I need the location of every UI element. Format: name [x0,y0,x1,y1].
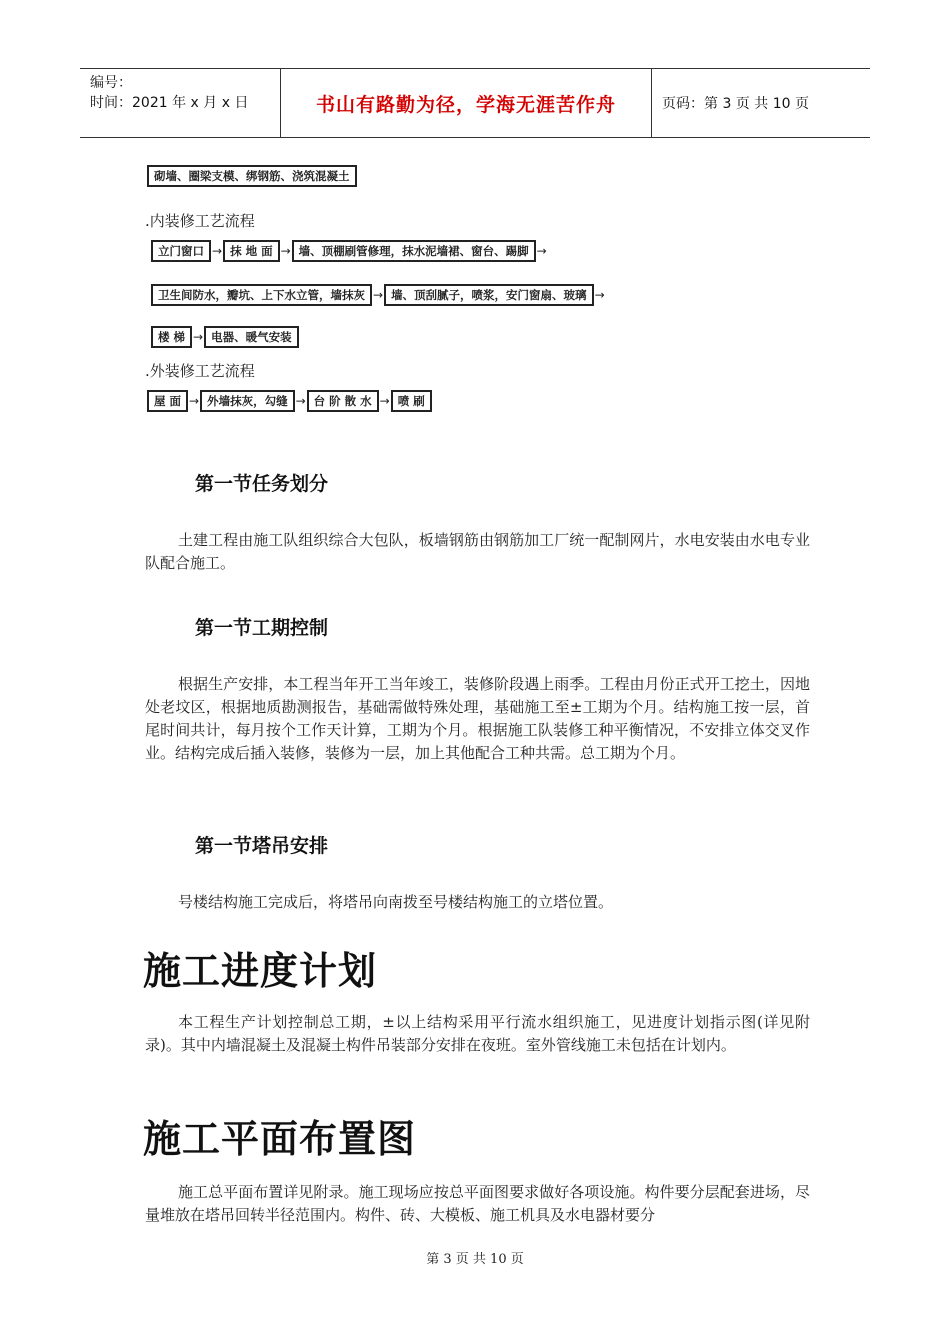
page-header [80,68,870,138]
chapter-paragraph: 施工总平面布置详见附录。施工现场应按总平面图要求做好各项设施。构件要分层配套进场，尽量堆放在塔吊回转半径范围内。构件、砖、大模板、施工机具及水电器材要分 [145,1183,810,1224]
interior-flow-row1 [151,240,548,262]
section-title: 第一节任务划分 [195,473,329,495]
flow-box: 喷 刷 [391,390,432,412]
flow-box: 墙、顶棚刷管修理，抹水泥墙裙、窗台、踢脚 [292,240,536,262]
section-paragraph: 号楼结构施工完成后，将塔吊向南拨至号楼结构施工的立塔位置。 [178,893,614,911]
interior-flow-row3 [151,326,299,348]
arrow-icon: → [379,394,390,408]
section-paragraph: 土建工程由施工队组织综合大包队，板墙钢筋由钢筋加工厂统一配制网片，水电安装由水电专业队配合施工。 [145,531,810,572]
flow-box: 外墙抹灰，勾缝 [200,390,295,412]
exterior-flow-row [147,390,432,412]
number-label: 编号： [90,75,132,91]
section-title: 第一节塔吊安排 [195,835,329,857]
flow-box: 墙、顶刮腻子，喷浆，安门窗扇、玻璃 [384,284,594,306]
header-motto-cell [280,69,652,137]
section-title: 第一节工期控制 [195,617,329,639]
arrow-icon: → [193,330,204,344]
flow-box: 砌墙、圈梁支模、绑钢筋、浇筑混凝土 [147,165,357,187]
motto: 书山有路勤为径，学海无涯苦作舟 [315,93,616,116]
arrow-icon: → [594,288,605,302]
arrow-icon: → [373,288,384,302]
flow-box: 卫生间防水，瓣坑、上下水立管，墙抹灰 [151,284,372,306]
arrow-icon: → [295,394,306,408]
section-paragraph: 根据生产安排，本工程当年开工当年竣工，装修阶段遇上雨季。工程由月份正式开工挖土，因地处老坟区，根据地质勘测报告，基础需做特殊处理，基础施工至±工期为个月。结构施工按一层，首尾时间共计，每月按个工作天计算，工期为个月。根据施工队装修工种平衡情况，不安排立体交叉作业。结构完成后插入装修，装修为一层，加上其他配合工种共需。总工期为个月。 [145,675,810,762]
chapter-paragraph: 本工程生产计划控制总工期，±以上结构采用平行流水组织施工，见进度计划指示图(详见附录)。其中内墙混凝土及混凝土构件吊装部分安排在夜班。室外管线施工未包括在计划内。 [145,1013,810,1054]
top-flow-row [147,165,357,187]
flow-box: 屋 面 [147,390,188,412]
interior-flow-label: .内装修工艺流程 [145,212,255,230]
chapter-title: 施工平面布置图 [143,1117,417,1161]
header-meta [80,69,280,137]
flow-box: 电器、暖气安装 [204,326,299,348]
arrow-icon: → [189,394,200,408]
arrow-icon: → [280,244,291,258]
chapter-title: 施工进度计划 [143,949,378,993]
interior-flow-row2 [151,284,606,306]
flow-box: 立门窗口 [151,240,211,262]
flow-box: 抹 地 面 [223,240,280,262]
page-footer: 第 3 页 共 10 页 [426,1252,524,1267]
time-label: 时间：2021 年 x 月 x 日 [90,95,249,111]
arrow-icon: → [212,244,223,258]
arrow-icon: → [536,244,547,258]
flow-box: 台 阶 散 水 [307,390,379,412]
page-info: 页码：第 3 页 共 10 页 [662,96,809,112]
flow-box: 楼 梯 [151,326,192,348]
exterior-flow-label: .外装修工艺流程 [145,362,255,380]
